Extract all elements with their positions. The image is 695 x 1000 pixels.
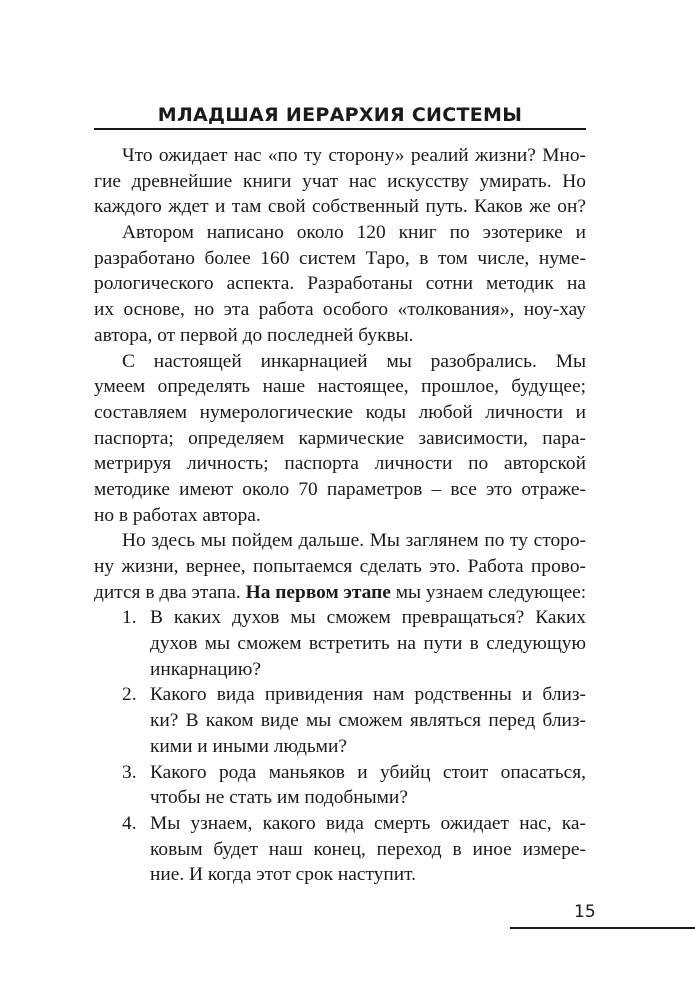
text-line: каждого ждет и там свой собственный путь. Каков же он? bbox=[94, 196, 586, 218]
running-header: МЛАДШАЯ ИЕРАРХИЯ СИСТЕМЫ bbox=[157, 104, 523, 126]
text-line: составляем нумерологические коды любой личности и bbox=[94, 401, 586, 423]
text-line: их основе, но эта работа особого «толкования», ноу-хау bbox=[94, 299, 586, 321]
text-line: гие древнейшие книги учат нас искусству умирать. Но bbox=[94, 170, 586, 192]
paragraph bbox=[94, 528, 586, 605]
text-line: С настоящей инкарнацией мы разобрались. Мы bbox=[122, 350, 586, 372]
numbered-list bbox=[94, 605, 586, 888]
list-text: Мы узнаем, какого вида смерть ожидает нас, ка- bbox=[150, 812, 586, 834]
text-line: ну жизни, вернее, попытаемся сделать это. Работа прово- bbox=[94, 556, 586, 577]
list-line: духов мы сможем встретить на пути в следующую bbox=[150, 633, 586, 655]
paragraph bbox=[94, 349, 586, 529]
list-number: 3. bbox=[122, 761, 137, 783]
page-number: 15 bbox=[574, 902, 596, 922]
text-span: дится в два этапа. bbox=[94, 581, 246, 603]
text-line bbox=[94, 580, 586, 606]
bold-phrase: На первом этапе bbox=[245, 581, 391, 603]
paragraph bbox=[94, 143, 586, 220]
list-line: ки? В каком виде мы сможем являться перед близ- bbox=[150, 710, 586, 732]
list-line bbox=[94, 760, 586, 786]
footer-rule bbox=[510, 927, 695, 929]
list-item bbox=[94, 811, 586, 888]
list-line bbox=[94, 682, 586, 708]
list-line: ковым будет наш конец, переход в иное измере- bbox=[150, 838, 586, 860]
list-text: В каких духов мы сможем превращаться? Каких bbox=[150, 607, 586, 629]
text-line: разработано более 160 систем Таро, в том числе, нуме- bbox=[94, 247, 586, 269]
list-number: 1. bbox=[122, 607, 137, 629]
text-line: автора, от первой до последней буквы. bbox=[94, 324, 414, 346]
list-line: чтобы не стать им подобными? bbox=[150, 787, 408, 809]
text-line: методике имеют около 70 параметров – все это отраже- bbox=[94, 478, 586, 500]
list-item bbox=[94, 605, 586, 682]
list-text: Какого рода маньяков и убийц стоит опасаться, bbox=[150, 761, 586, 783]
header-rule bbox=[94, 128, 586, 130]
list-line: кими и иными людьми? bbox=[150, 735, 347, 757]
text-line: но в работах автора. bbox=[94, 504, 261, 526]
list-item bbox=[94, 760, 586, 811]
list-line: ние. И когда этот срок наступит. bbox=[150, 864, 417, 886]
text-line: паспорта; определяем кармические зависимости, пара- bbox=[94, 427, 586, 449]
list-text: Какого вида привидения нам родственны и близ- bbox=[150, 684, 586, 706]
text-line: Но здесь мы пойдем дальше. Мы заглянем по ту сторо- bbox=[122, 530, 586, 552]
text-line: умеем определять наше настоящее, прошлое, будущее; bbox=[94, 376, 586, 398]
text-line: рологического аспекта. Разработаны сотни методик на bbox=[94, 273, 586, 295]
text-line: Что ожидает нас «по ту сторону» реалий жизни? Мно- bbox=[122, 145, 586, 166]
text-line: метрируя личность; паспорта личности по авторской bbox=[94, 453, 586, 475]
list-item bbox=[94, 682, 586, 759]
list-number: 2. bbox=[122, 684, 137, 706]
text-line: Автором написано около 120 книг по эзотерике и bbox=[122, 222, 586, 244]
body-text bbox=[94, 143, 586, 888]
list-line bbox=[94, 605, 586, 631]
paragraph bbox=[94, 220, 586, 348]
list-line: инкарнацию? bbox=[150, 658, 262, 680]
list-number: 4. bbox=[122, 812, 137, 834]
list-line bbox=[94, 811, 586, 837]
text-span: мы узнаем следующее: bbox=[390, 581, 586, 603]
